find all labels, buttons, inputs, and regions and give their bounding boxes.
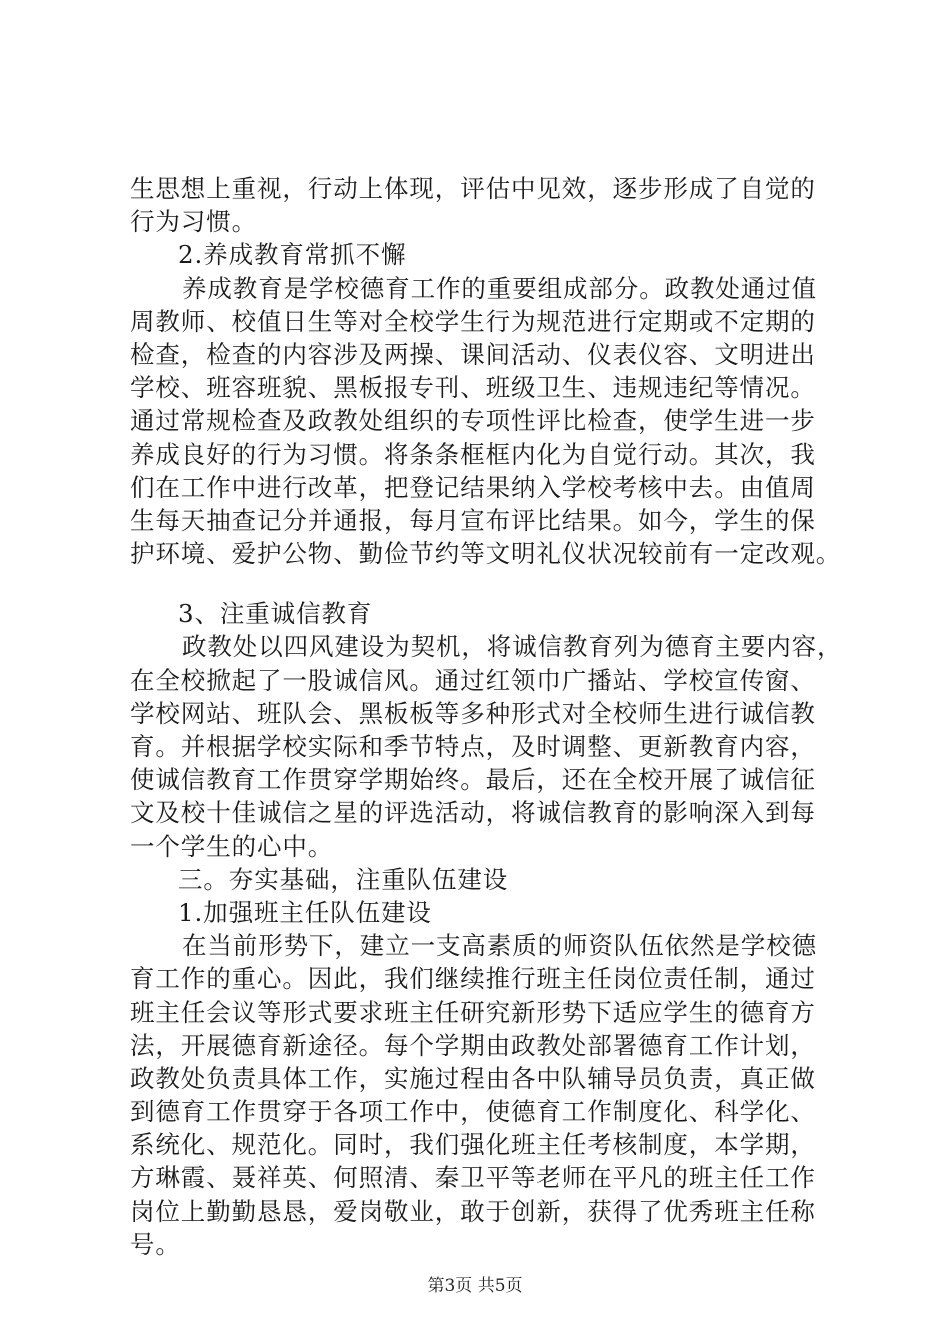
text-line: 班主任会议等形式要求班主任研究新形势下适应学生的德育方 xyxy=(130,997,816,1027)
text-line: 学校网站、班队会、黑板板等多种形式对全校师生进行诚信教 xyxy=(130,698,816,728)
text-line: 到德育工作贯穿于各项工作中，使德育工作制度化、科学化、 xyxy=(130,1097,816,1127)
text-line: 生每天抽查记分并通报，每月宣布评比结果。如今，学生的保 xyxy=(130,505,816,535)
text-line: 养成教育是学校德育工作的重要组成部分。政教处通过值 xyxy=(182,273,817,303)
text-line: 育。并根据学校实际和季节特点，及时调整、更新教育内容， xyxy=(130,732,816,761)
text-line: 通过常规检查及政教处组织的专项性评比检查，使学生进一步 xyxy=(130,406,816,436)
text-line: 护环境、爱护公物、勤俭节约等文明礼仪状况较前有一定改观。 xyxy=(130,539,842,569)
section-integrity-and-team xyxy=(130,597,843,1261)
text-line: 在当前形势下，建立一支高素质的师资队伍依然是学校德 xyxy=(182,931,817,961)
text-line: 育工作的重心。因此，我们继续推行班主任岗位责任制，通过 xyxy=(130,964,816,994)
document-body xyxy=(130,172,843,1261)
text-line: 养成良好的行为习惯。将条条框框内化为自觉行动。其次，我 xyxy=(130,439,816,469)
text-line: 1.加强班主任队伍建设 xyxy=(178,897,432,927)
paragraph-gap xyxy=(130,570,840,597)
text-line: 生思想上重视，行动上体现，评估中见效，逐步形成了自觉的 xyxy=(130,174,816,203)
text-line: 在全校掀起了一股诚信风。通过红领巾广播站、学校宣传窗、 xyxy=(130,665,816,695)
text-line: 政教处以四风建设为契机，将诚信教育列为德育主要内容， xyxy=(182,632,843,662)
text-line: 学校、班容班貌、黑板报专刊、班级卫生、违规违纪等情况。 xyxy=(130,373,816,403)
text-line: 三。夯实基础，注重队伍建设 xyxy=(178,864,509,894)
text-line: 使诚信教育工作贯穿学期始终。最后，还在全校开展了诚信征 xyxy=(130,765,816,795)
text-line: 文及校十佳诚信之星的评选活动，将诚信教育的影响深入到每 xyxy=(130,798,816,828)
text-line: 岗位上勤勤恳恳，爱岗敬业，敢于创新，获得了优秀班主任称 xyxy=(130,1196,816,1226)
text-line: 号。 xyxy=(130,1229,181,1259)
text-line: 行为习惯。 xyxy=(130,207,257,237)
section-habit-education xyxy=(130,172,840,570)
text-line: 3、注重诚信教育 xyxy=(178,599,373,629)
text-line: 一个学生的心中。 xyxy=(130,831,334,861)
text-line: 周教师、校值日生等对全校学生行为规范进行定期或不定期的 xyxy=(130,306,816,336)
text-line: 们在工作中进行改革，把登记结果纳入学校考核中去。由值周 xyxy=(130,472,816,502)
text-line: 方琳霞、聂祥英、何照清、秦卫平等老师在平凡的班主任工作 xyxy=(130,1163,816,1193)
page-footer: 第3页 共5页 xyxy=(427,1276,523,1296)
text-line: 法，开展德育新途径。每个学期由政教处部署德育工作计划， xyxy=(130,1030,816,1060)
text-line: 政教处负责具体工作，实施过程由各中队辅导员负责，真正做 xyxy=(130,1063,816,1093)
text-line: 检查，检查的内容涉及两操、课间活动、仪表仪容、文明进出 xyxy=(130,339,816,369)
text-line: 系统化、规范化。同时，我们强化班主任考核制度，本学期， xyxy=(130,1130,816,1160)
text-line: 2.养成教育常抓不懈 xyxy=(178,240,407,270)
